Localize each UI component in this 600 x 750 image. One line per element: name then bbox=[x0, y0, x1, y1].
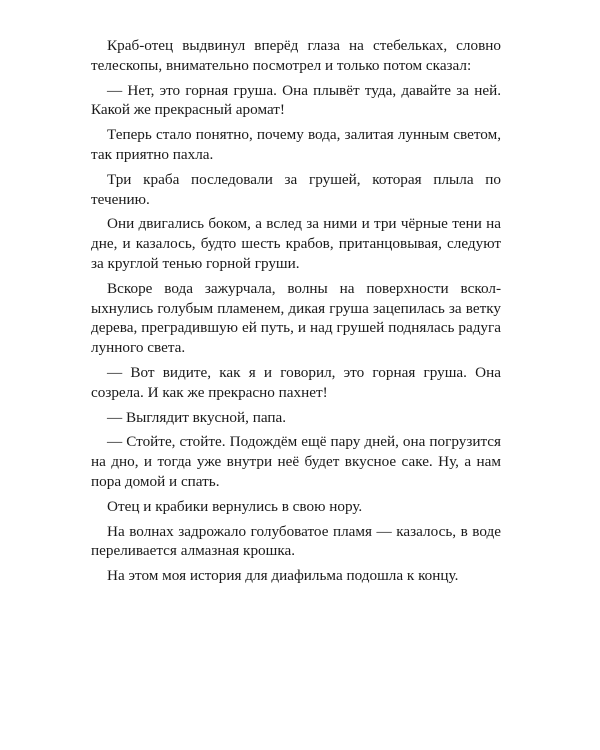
paragraph: Теперь стало понятно, почему вода, залитая лунным светом, так приятно пахла. bbox=[91, 126, 501, 163]
paragraph: На волнах задрожало голубоватое пламя — казалось, в воде переливается алмазная крошка. bbox=[91, 522, 501, 560]
paragraph: — Стойте, стойте. Подождём ещё пару дней, она погрузится на дно, и тогда уже внутри неё будет вкусное саке. Ну, а нам пора домой и спать. bbox=[91, 433, 501, 490]
paragraph: Краб-отец выдвинул вперёд глаза на стебельках, словно телескопы, внимательно посмотрел и только потом сказал: bbox=[91, 37, 501, 74]
paragraph: — Нет, это горная груша. Она плывёт туда, давайте за ней. Какой же прекрасный аромат! bbox=[91, 81, 501, 119]
paragraph: Отец и крабики вернулись в свою нору. bbox=[107, 497, 363, 515]
paragraph: На этом моя история для диафильма подошла к концу. bbox=[107, 567, 459, 585]
body-text bbox=[91, 36, 501, 591]
paragraph: — Вот видите, как я и говорил, это горная груша. Она созрела. И как же прекрасно пахнет! bbox=[91, 363, 501, 401]
paragraph: — Выглядит вкусной, папа. bbox=[107, 408, 287, 426]
paragraph: Они двигались боком, а вслед за ними и три чёрные тени на дне, и казалось, будто шесть крабов, пританцовывая, следуют за круглой тенью горной груши. bbox=[91, 215, 501, 272]
paragraph: Три краба последовали за грушей, которая плыла по течению. bbox=[91, 170, 501, 208]
paragraph: Вскоре вода зажурчала, волны на поверхности всколыхнулись голубым пламенем, дикая груша зацепилась за ветку дерева, преградившую ей путь, и над грушей поднялась радуга лунного света. bbox=[91, 279, 501, 357]
